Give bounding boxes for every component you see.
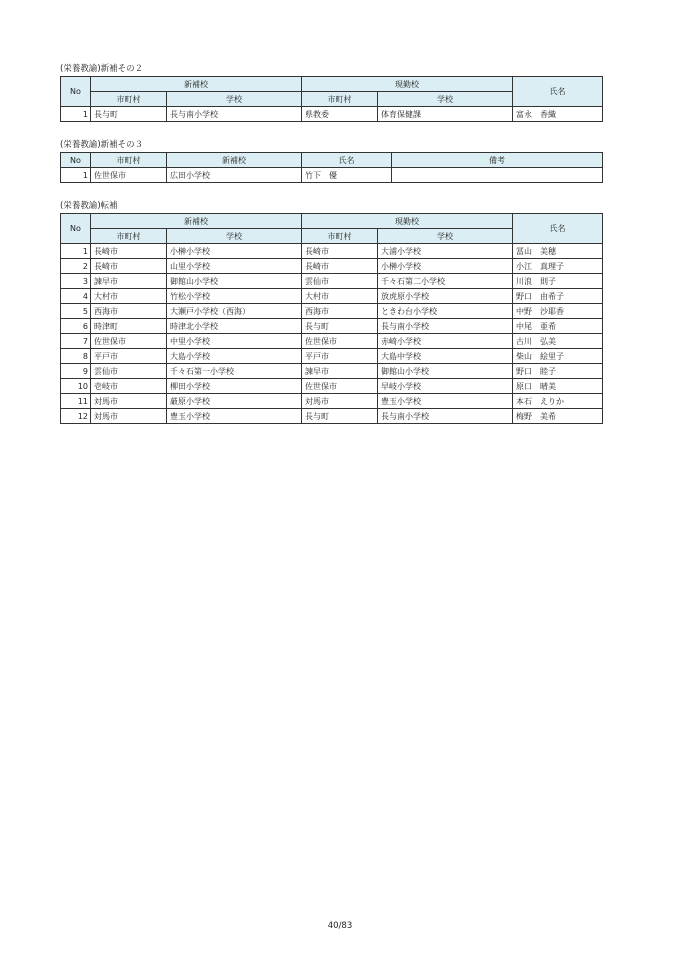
table-tenpo bbox=[60, 213, 603, 424]
cell-cur-school: 赤崎小学校 bbox=[378, 334, 513, 349]
header-remarks: 備考 bbox=[392, 153, 603, 168]
header-current-school-group: 現勤校 bbox=[302, 77, 513, 92]
cell-cur-city: 県教委 bbox=[302, 107, 378, 122]
cell-cur-city: 大村市 bbox=[302, 289, 378, 304]
header-no: No bbox=[61, 214, 91, 244]
header-row-group bbox=[61, 77, 603, 92]
cell-no: 1 bbox=[61, 244, 91, 259]
cell-no: 5 bbox=[61, 304, 91, 319]
page-number: 40/83 bbox=[327, 921, 353, 931]
cell-cur-school: 小榊小学校 bbox=[378, 259, 513, 274]
cell-cur-city: 佐世保市 bbox=[302, 334, 378, 349]
cell-no: 3 bbox=[61, 274, 91, 289]
cell-new-school: 厳原小学校 bbox=[167, 394, 302, 409]
cell-new-city: 雲仙市 bbox=[91, 364, 167, 379]
header-name: 氏名 bbox=[513, 77, 603, 107]
cell-new-school: 竹松小学校 bbox=[167, 289, 302, 304]
cell-no: 12 bbox=[61, 409, 91, 424]
cell-new-city: 平戸市 bbox=[91, 349, 167, 364]
cell-cur-city: 西海市 bbox=[302, 304, 378, 319]
cell-new-school: 柳田小学校 bbox=[167, 379, 302, 394]
section-title-shinpo-3: (栄養教諭)新補その３ bbox=[60, 140, 144, 150]
cell-cur-school: 長与南小学校 bbox=[378, 409, 513, 424]
table-row bbox=[61, 379, 603, 394]
cell-cur-school: 体育保健課 bbox=[378, 107, 513, 122]
table-shinpo-2 bbox=[60, 76, 603, 122]
header-new-school: 新補校 bbox=[167, 153, 302, 168]
cell-cur-school: 放虎原小学校 bbox=[378, 289, 513, 304]
header-name: 氏名 bbox=[302, 153, 392, 168]
cell-new-school: 山里小学校 bbox=[167, 259, 302, 274]
cell-new-city: 対馬市 bbox=[91, 394, 167, 409]
cell-cur-city: 平戸市 bbox=[302, 349, 378, 364]
header-new-school-group: 新補校 bbox=[91, 214, 302, 229]
cell-no: 7 bbox=[61, 334, 91, 349]
cell-no: 2 bbox=[61, 259, 91, 274]
cell-new-school: 中里小学校 bbox=[167, 334, 302, 349]
table-row bbox=[61, 364, 603, 379]
header-cur-city: 市町村 bbox=[302, 229, 378, 244]
cell-new-city: 壱岐市 bbox=[91, 379, 167, 394]
header-cur-city: 市町村 bbox=[302, 92, 378, 107]
section-title-tenpo: (栄養教諭)転補 bbox=[60, 201, 118, 211]
cell-cur-city: 雲仙市 bbox=[302, 274, 378, 289]
table-row bbox=[61, 334, 603, 349]
cell-no: 9 bbox=[61, 364, 91, 379]
cell-no: 1 bbox=[61, 168, 91, 183]
header-city: 市町村 bbox=[91, 153, 167, 168]
header-row-group bbox=[61, 214, 603, 229]
table-row bbox=[61, 304, 603, 319]
cell-new-school: 大島小学校 bbox=[167, 349, 302, 364]
cell-cur-city: 長崎市 bbox=[302, 244, 378, 259]
cell-new-city: 長崎市 bbox=[91, 259, 167, 274]
header-new-school-group: 新補校 bbox=[91, 77, 302, 92]
header-new-city: 市町村 bbox=[91, 92, 167, 107]
cell-name: 富永 香織 bbox=[513, 107, 603, 122]
cell-remarks bbox=[392, 168, 603, 183]
table-row bbox=[61, 107, 603, 122]
cell-name: 中野 沙耶香 bbox=[513, 304, 603, 319]
cell-new-school: 千々石第一小学校 bbox=[167, 364, 302, 379]
header-row bbox=[61, 153, 603, 168]
cell-no: 8 bbox=[61, 349, 91, 364]
cell-cur-school: 長与南小学校 bbox=[378, 319, 513, 334]
cell-no: 6 bbox=[61, 319, 91, 334]
cell-name: 古川 弘美 bbox=[513, 334, 603, 349]
header-no: No bbox=[61, 153, 91, 168]
cell-new-city: 大村市 bbox=[91, 289, 167, 304]
cell-name: 冨山 美穂 bbox=[513, 244, 603, 259]
cell-name: 本石 えりか bbox=[513, 394, 603, 409]
cell-new-school: 長与南小学校 bbox=[167, 107, 302, 122]
cell-cur-city: 諫早市 bbox=[302, 364, 378, 379]
cell-cur-city: 対馬市 bbox=[302, 394, 378, 409]
cell-no: 1 bbox=[61, 107, 91, 122]
cell-cur-city: 長与町 bbox=[302, 409, 378, 424]
cell-cur-city: 長与町 bbox=[302, 319, 378, 334]
cell-new-school: 御館山小学校 bbox=[167, 274, 302, 289]
header-new-school: 学校 bbox=[167, 229, 302, 244]
section-title-shinpo-2: (栄養教諭)新補その２ bbox=[60, 64, 144, 74]
cell-cur-school: 御館山小学校 bbox=[378, 364, 513, 379]
table-row bbox=[61, 259, 603, 274]
cell-name: 梅野 美希 bbox=[513, 409, 603, 424]
header-new-school: 学校 bbox=[167, 92, 302, 107]
cell-new-city: 佐世保市 bbox=[91, 334, 167, 349]
cell-name: 中尾 亜希 bbox=[513, 319, 603, 334]
header-new-city: 市町村 bbox=[91, 229, 167, 244]
cell-name: 原口 晴美 bbox=[513, 379, 603, 394]
cell-new-city: 長与町 bbox=[91, 107, 167, 122]
cell-name: 野口 由希子 bbox=[513, 289, 603, 304]
cell-new-school: 小榊小学校 bbox=[167, 244, 302, 259]
cell-new-city: 西海市 bbox=[91, 304, 167, 319]
cell-new-school: 大瀬戸小学校（西海） bbox=[167, 304, 302, 319]
table-row bbox=[61, 409, 603, 424]
cell-name: 小江 真理子 bbox=[513, 259, 603, 274]
cell-no: 10 bbox=[61, 379, 91, 394]
cell-new-school: 時津北小学校 bbox=[167, 319, 302, 334]
cell-cur-school: 豊玉小学校 bbox=[378, 394, 513, 409]
table-row bbox=[61, 244, 603, 259]
table-row bbox=[61, 319, 603, 334]
header-cur-school: 学校 bbox=[378, 92, 513, 107]
cell-cur-school: 千々石第二小学校 bbox=[378, 274, 513, 289]
cell-name: 柴山 絵里子 bbox=[513, 349, 603, 364]
cell-no: 4 bbox=[61, 289, 91, 304]
cell-name: 川浪 則子 bbox=[513, 274, 603, 289]
cell-cur-school: 大島中学校 bbox=[378, 349, 513, 364]
header-current-school-group: 現勤校 bbox=[302, 214, 513, 229]
table-row bbox=[61, 349, 603, 364]
cell-cur-school: ときわ台小学校 bbox=[378, 304, 513, 319]
cell-city: 佐世保市 bbox=[91, 168, 167, 183]
table-row bbox=[61, 274, 603, 289]
cell-new-city: 時津町 bbox=[91, 319, 167, 334]
header-cur-school: 学校 bbox=[378, 229, 513, 244]
cell-cur-city: 佐世保市 bbox=[302, 379, 378, 394]
cell-new-school: 豊玉小学校 bbox=[167, 409, 302, 424]
table-row bbox=[61, 289, 603, 304]
cell-new-city: 諫早市 bbox=[91, 274, 167, 289]
cell-cur-school: 大浦小学校 bbox=[378, 244, 513, 259]
header-name: 氏名 bbox=[513, 214, 603, 244]
header-no: No bbox=[61, 77, 91, 107]
cell-new-city: 対馬市 bbox=[91, 409, 167, 424]
cell-school: 広田小学校 bbox=[167, 168, 302, 183]
cell-new-city: 長崎市 bbox=[91, 244, 167, 259]
cell-cur-city: 長崎市 bbox=[302, 259, 378, 274]
table-shinpo-3 bbox=[60, 152, 603, 183]
cell-no: 11 bbox=[61, 394, 91, 409]
cell-cur-school: 早岐小学校 bbox=[378, 379, 513, 394]
cell-name: 竹下 優 bbox=[302, 168, 392, 183]
cell-name: 野口 睦子 bbox=[513, 364, 603, 379]
table-row bbox=[61, 394, 603, 409]
table-row bbox=[61, 168, 603, 183]
